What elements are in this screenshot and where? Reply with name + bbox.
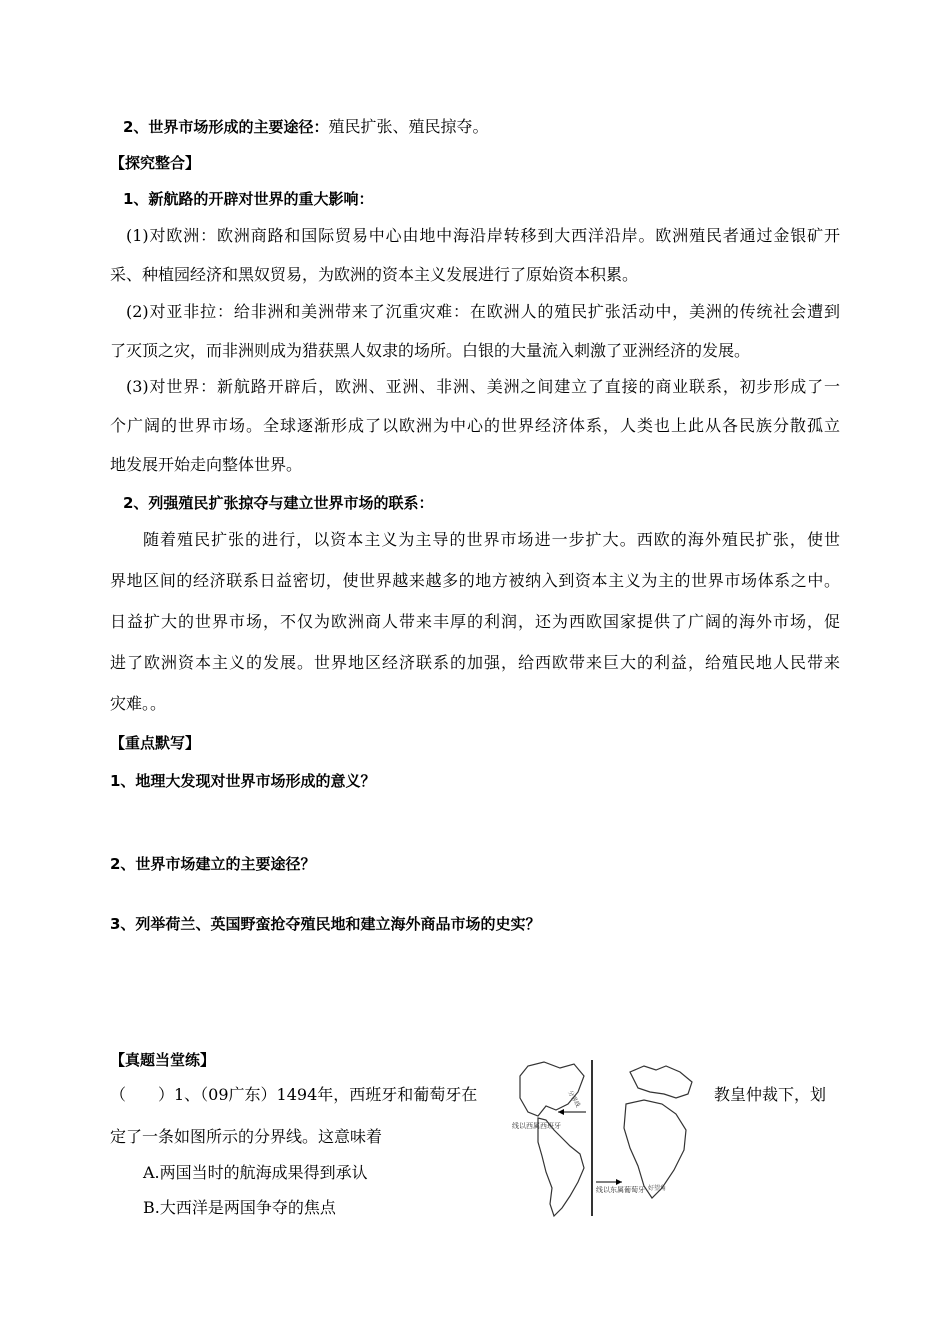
recite-q3: 3、列举荷兰、英国野蛮抢夺殖民地和建立海外商品市场的史实？ <box>110 915 541 933</box>
africa-outline <box>624 1100 686 1198</box>
option-a: A.两国当时的航海成果得到承认 <box>143 1163 368 1182</box>
map-label-west: 线以西属西班牙 <box>512 1122 561 1130</box>
south-america-outline <box>538 1118 584 1216</box>
practice-heading: 【真题当堂练】 <box>110 1051 216 1069</box>
explore-q2-line3: 日益扩大的世界市场，不仅为欧洲商人带来丰厚的利润，还为西欧国家提供了广阔的海外市场，促 <box>110 612 840 631</box>
explore-p2-line1: (2)对亚非拉：给非洲和美洲带来了沉重灾难：在欧洲人的殖民扩张活动中，美洲的传统社会遭到 <box>126 302 840 321</box>
option-b: B.大西洋是两国争夺的焦点 <box>143 1198 336 1217</box>
item-2-title: 2、世界市场形成的主要途径： <box>123 118 329 136</box>
explore-p1-line1: (1)对欧洲：欧洲商路和国际贸易中心由地中海沿岸转移到大西洋沿岸。欧洲殖民者通过金银矿开 <box>126 226 840 245</box>
demarcation-map-figure <box>498 1058 710 1220</box>
practice-q1-line2: 定了一条如图所示的分界线。这意味着 <box>110 1127 383 1146</box>
map-label-east: 线以东属葡萄牙 <box>596 1186 645 1194</box>
map-label-line: 分界线 <box>566 1089 582 1109</box>
map-label-sea: 好望角 <box>648 1185 667 1192</box>
explore-p3-line1: (3)对世界：新航路开辟后，欧洲、亚洲、非洲、美洲之间建立了直接的商业联系，初步形成了一 <box>126 377 840 396</box>
recite-heading: 【重点默写】 <box>110 734 201 752</box>
explore-q1-title: 1、新航路的开辟对世界的重大影响： <box>123 190 374 208</box>
item-2-line <box>123 116 488 138</box>
west-arrowhead <box>558 1109 564 1115</box>
item-2-answer: 殖民扩张、殖民掠夺。 <box>328 117 489 136</box>
explore-q2-line1: 随着殖民扩张的进行，以资本主义为主导的世界市场进一步扩大。西欧的海外殖民扩张，使世 <box>143 530 840 549</box>
explore-q2-line2: 界地区间的经济联系日益密切，使世界越来越多的地方被纳入到资本主义为主的世界市场体系之中。 <box>110 571 840 590</box>
explore-p3-line2: 个广阔的世界市场。全球逐渐形成了以欧洲为中心的世界经济体系，人类也上此从各民族分散孤立 <box>110 416 840 435</box>
east-arrowhead <box>616 1179 622 1185</box>
recite-q2: 2、世界市场建立的主要途径？ <box>110 855 316 873</box>
explore-q2-line4: 进了欧洲资本主义的发展。世界地区经济联系的加强，给西欧带来巨大的利益，给殖民地人民带来 <box>110 653 840 672</box>
explore-q2-line5: 灾难。。 <box>110 694 167 713</box>
practice-q1-right: 教皇仲裁下，划 <box>714 1085 827 1104</box>
north-america-outline <box>520 1062 584 1116</box>
europe-outline <box>630 1066 692 1098</box>
explore-p2-line2: 了灭顶之灾，而非洲则成为猎获黑人奴隶的场所。白银的大量流入刺激了亚洲经济的发展。 <box>110 341 751 360</box>
explore-p3-line3: 地发展开始走向整体世界。 <box>110 455 303 474</box>
practice-q1-left: （ ）1、（09广东）1494年，西班牙和葡萄牙在 <box>110 1085 478 1104</box>
explore-q2-title: 2、列强殖民扩张掠夺与建立世界市场的联系： <box>123 494 434 512</box>
explore-heading: 【探究整合】 <box>110 154 201 172</box>
explore-p1-line2: 采、种植园经济和黑奴贸易，为欧洲的资本主义发展进行了原始资本积累。 <box>110 265 639 284</box>
recite-q1: 1、地理大发现对世界市场形成的意义？ <box>110 772 376 790</box>
